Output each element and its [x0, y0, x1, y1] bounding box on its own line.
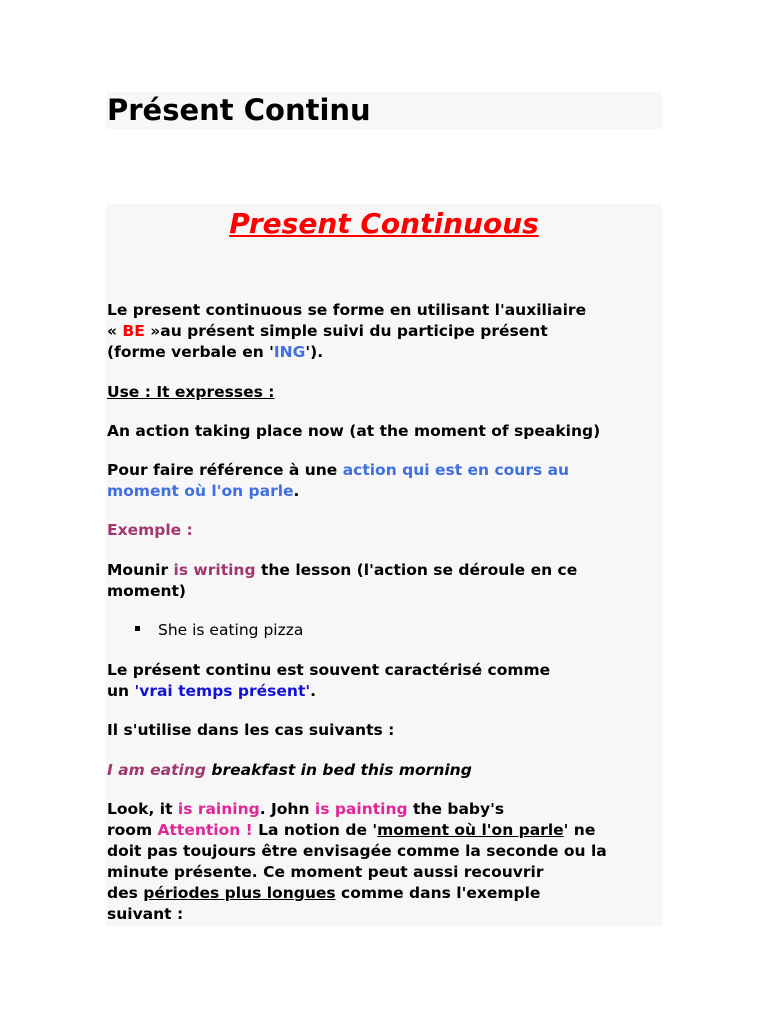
bullet-text: She is eating pizza [158, 621, 304, 639]
look-text: . John [259, 800, 315, 818]
intro-text: Le present continuous se forme en utilisant l'auxiliaire [107, 301, 587, 319]
example-verb: is writing [173, 561, 256, 579]
look-text: des [107, 884, 144, 902]
intro-text: « [107, 322, 123, 340]
reference-line-1 [107, 460, 659, 481]
look-line-5 [107, 883, 659, 904]
look-text: comme dans l'exemple [335, 884, 541, 902]
look-text: Look, it [107, 800, 178, 818]
be-keyword: BE [122, 322, 145, 340]
bullet-list-item [135, 620, 303, 641]
ing-keyword: ING [273, 343, 306, 361]
reference-highlight: moment où l'on parle [107, 482, 294, 500]
cas-suivants: Il s'utilise dans les cas suivants : [107, 721, 395, 739]
intro-text: '). [305, 343, 324, 361]
look-text: room [107, 821, 158, 839]
look-line-1 [107, 799, 659, 820]
breakfast-sentence [107, 760, 659, 781]
periodes-underlined: périodes plus longues [143, 884, 336, 902]
intro-text: »au présent simple suivi du participe présent [144, 322, 548, 340]
intro-line-3 [107, 342, 659, 363]
reference-highlight: action qui est en cours au [342, 461, 570, 479]
reference-text: . [293, 482, 300, 500]
vrai-text: . [310, 682, 316, 700]
bullet-square-icon [135, 626, 140, 631]
vrai-text: un [107, 682, 135, 700]
look-text: La notion de ' [252, 821, 378, 839]
example-text: the lesson (l'action se déroule en ce [255, 561, 578, 579]
example-line-2: moment) [107, 582, 186, 600]
reference-line-2 [107, 481, 659, 502]
breakfast-text: breakfast in bed this morning [206, 761, 472, 779]
attention-label: Attention ! [157, 821, 253, 839]
look-line-2 [107, 820, 659, 841]
use-action: An action taking place now (at the moment of speaking) [107, 422, 601, 440]
reference-text: Pour faire référence à une [107, 461, 343, 479]
look-text: ' ne [563, 821, 596, 839]
example-text: Mounir [107, 561, 174, 579]
intro-line-1 [107, 300, 659, 321]
example-label: Exemple : [107, 521, 193, 539]
look-text: the baby's [407, 800, 505, 818]
lesson-heading: Present Continuous [229, 207, 539, 240]
look-line-4: minute présente. Ce moment peut aussi recouvrir [107, 863, 544, 881]
look-line-3: doit pas toujours être envisagée comme la seconde ou la [107, 842, 607, 860]
breakfast-verb: I am eating [107, 761, 206, 779]
example-line-1 [107, 560, 659, 581]
look-verb: is raining [177, 800, 260, 818]
look-verb: is painting [314, 800, 408, 818]
intro-text: (forme verbale en ' [107, 343, 274, 361]
look-line-6: suivant : [107, 905, 184, 923]
use-label: Use : It expresses : [107, 383, 275, 401]
moment-underlined: moment où l'on parle [377, 821, 564, 839]
vrai-line-2 [107, 681, 659, 702]
page-title: Présent Continu [107, 93, 371, 127]
intro-line-2 [107, 321, 659, 342]
vrai-line-1: Le présent continu est souvent caractérisé comme [107, 661, 551, 679]
vrai-highlight: 'vrai temps présent' [134, 682, 311, 700]
